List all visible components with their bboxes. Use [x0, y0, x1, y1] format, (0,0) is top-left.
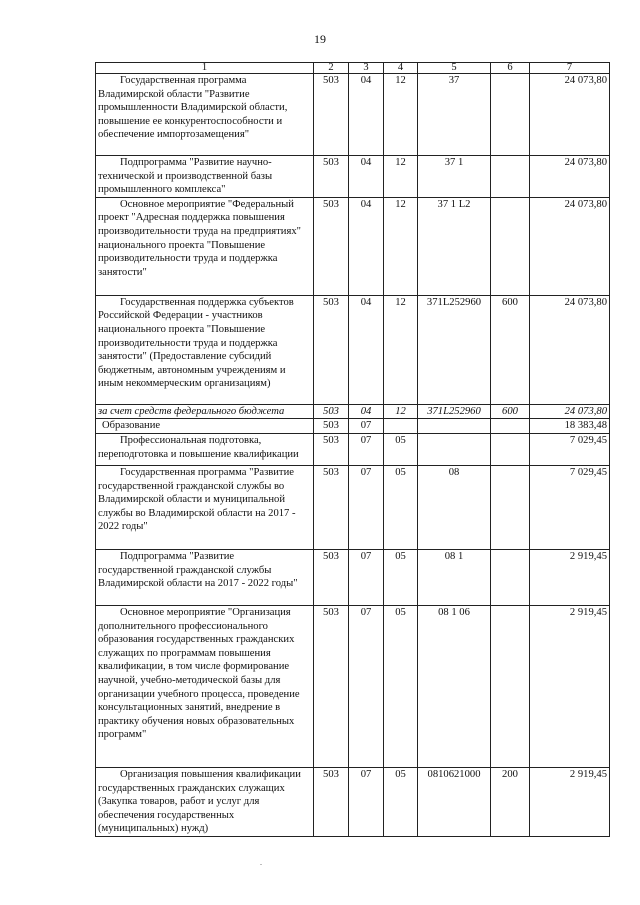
row-section: 04: [349, 404, 384, 419]
row-target: 08 1 06: [418, 605, 491, 767]
row-target: 37 1 L2: [418, 197, 491, 295]
row-sum: 24 073,80: [530, 404, 610, 419]
table-row: [96, 433, 610, 465]
row-subsection: 12: [384, 404, 418, 419]
row-name: Основное мероприятие "Федеральный проект "Адресная поддержка повышения производительности труда на предприятиях" национального проекта "Повышение производительности труда и поддержка занятости": [96, 197, 314, 295]
row-code: 503: [314, 605, 349, 767]
row-code: 503: [314, 404, 349, 419]
row-target: [418, 419, 491, 434]
row-section: 04: [349, 156, 384, 198]
row-kind: [491, 549, 530, 605]
row-sum: 7 029,45: [530, 465, 610, 549]
row-section: 07: [349, 433, 384, 465]
row-subsection: 12: [384, 197, 418, 295]
table-row: [96, 465, 610, 549]
row-sum: 2 919,45: [530, 605, 610, 767]
row-section: 07: [349, 605, 384, 767]
header-cell: 1: [96, 63, 314, 74]
page-number: 19: [314, 32, 326, 46]
row-name: Организация повышения квалификации государственных гражданских служащих (Закупка товаров, работ и услуг для обеспечения государственных (муниципальных) нужд): [96, 767, 314, 836]
table-row: [96, 419, 610, 434]
row-code: 503: [314, 156, 349, 198]
row-name: Подпрограмма "Развитие научно-технической и производственной базы промышленного комплекса": [96, 156, 314, 198]
row-section: 04: [349, 197, 384, 295]
row-section: 04: [349, 74, 384, 156]
row-sum: 24 073,80: [530, 74, 610, 156]
row-sum: 2 919,45: [530, 767, 610, 836]
row-subsection: 12: [384, 295, 418, 404]
row-subsection: 05: [384, 433, 418, 465]
row-kind: [491, 433, 530, 465]
table-row: [96, 156, 610, 198]
row-code: 503: [314, 549, 349, 605]
header-cell: 4: [384, 63, 418, 74]
row-sum: 18 383,48: [530, 419, 610, 434]
row-name: Образование: [96, 419, 314, 434]
table-row: [96, 295, 610, 404]
row-subsection: 05: [384, 465, 418, 549]
header-cell: 6: [491, 63, 530, 74]
table-row: [96, 549, 610, 605]
row-sum: 2 919,45: [530, 549, 610, 605]
row-subsection: 05: [384, 767, 418, 836]
row-target: 371L252960: [418, 295, 491, 404]
row-sum: 7 029,45: [530, 433, 610, 465]
row-kind: 600: [491, 404, 530, 419]
row-kind: [491, 156, 530, 198]
header-cell: 7: [530, 63, 610, 74]
row-name: Профессиональная подготовка, переподготовка и повышение квалификации: [96, 433, 314, 465]
row-name: Государственная программа "Развитие государственной гражданской службы во Владимирской области и муниципальной службы во Владимирской области на 2017 - 2022 годы": [96, 465, 314, 549]
row-code: 503: [314, 767, 349, 836]
row-code: 503: [314, 74, 349, 156]
row-name: Основное мероприятие "Организация дополнительного профессионального образования государственных гражданских служащих по программам повышения квалификации, в том числе формирование научной, учебно-методической базы для организации учебного процесса, проведение консультационных занятий, внедрение в практику обучения новых образовательных программ": [96, 605, 314, 767]
row-kind: [491, 197, 530, 295]
row-section: 04: [349, 295, 384, 404]
scan-speck: .: [260, 858, 262, 867]
row-code: 503: [314, 419, 349, 434]
header-cell: 2: [314, 63, 349, 74]
row-name: за счет средств федерального бюджета: [96, 404, 314, 419]
row-sum: 24 073,80: [530, 295, 610, 404]
row-section: 07: [349, 465, 384, 549]
row-kind: [491, 605, 530, 767]
row-code: 503: [314, 433, 349, 465]
row-kind: 200: [491, 767, 530, 836]
table-row: [96, 197, 610, 295]
row-subsection: 12: [384, 156, 418, 198]
header-cell: 5: [418, 63, 491, 74]
row-subsection: 05: [384, 605, 418, 767]
row-target: 08: [418, 465, 491, 549]
row-subsection: [384, 419, 418, 434]
row-section: 07: [349, 549, 384, 605]
row-target: 0810621000: [418, 767, 491, 836]
row-name: Государственная программа Владимирской области "Развитие промышленности Владимирской области, повышение ее конкурентоспособности и обеспечение импортозамещения": [96, 74, 314, 156]
table-row: [96, 605, 610, 767]
table-header-row: [96, 63, 610, 74]
table-row: [96, 74, 610, 156]
row-subsection: 05: [384, 549, 418, 605]
row-name: Государственная поддержка субъектов Российской Федерации - участников национального проекта "Повышение производительности труда и поддержка занятости" (Предоставление субсидий бюджетным, автономным учреждениям и иным некоммерческим организациям): [96, 295, 314, 404]
row-subsection: 12: [384, 74, 418, 156]
table-row: [96, 404, 610, 419]
row-name: Подпрограмма "Развитие государственной гражданской службы Владимирской области на 2017 - 2022 годы": [96, 549, 314, 605]
table-row: [96, 767, 610, 836]
row-kind: [491, 419, 530, 434]
row-sum: 24 073,80: [530, 197, 610, 295]
row-section: 07: [349, 767, 384, 836]
row-section: 07: [349, 419, 384, 434]
row-target: 08 1: [418, 549, 491, 605]
row-target: 371L252960: [418, 404, 491, 419]
budget-table: [95, 62, 610, 837]
row-target: 37 1: [418, 156, 491, 198]
row-kind: [491, 465, 530, 549]
header-cell: 3: [349, 63, 384, 74]
row-code: 503: [314, 465, 349, 549]
row-kind: 600: [491, 295, 530, 404]
row-target: 37: [418, 74, 491, 156]
row-code: 503: [314, 295, 349, 404]
row-target: [418, 433, 491, 465]
row-code: 503: [314, 197, 349, 295]
row-sum: 24 073,80: [530, 156, 610, 198]
row-kind: [491, 74, 530, 156]
